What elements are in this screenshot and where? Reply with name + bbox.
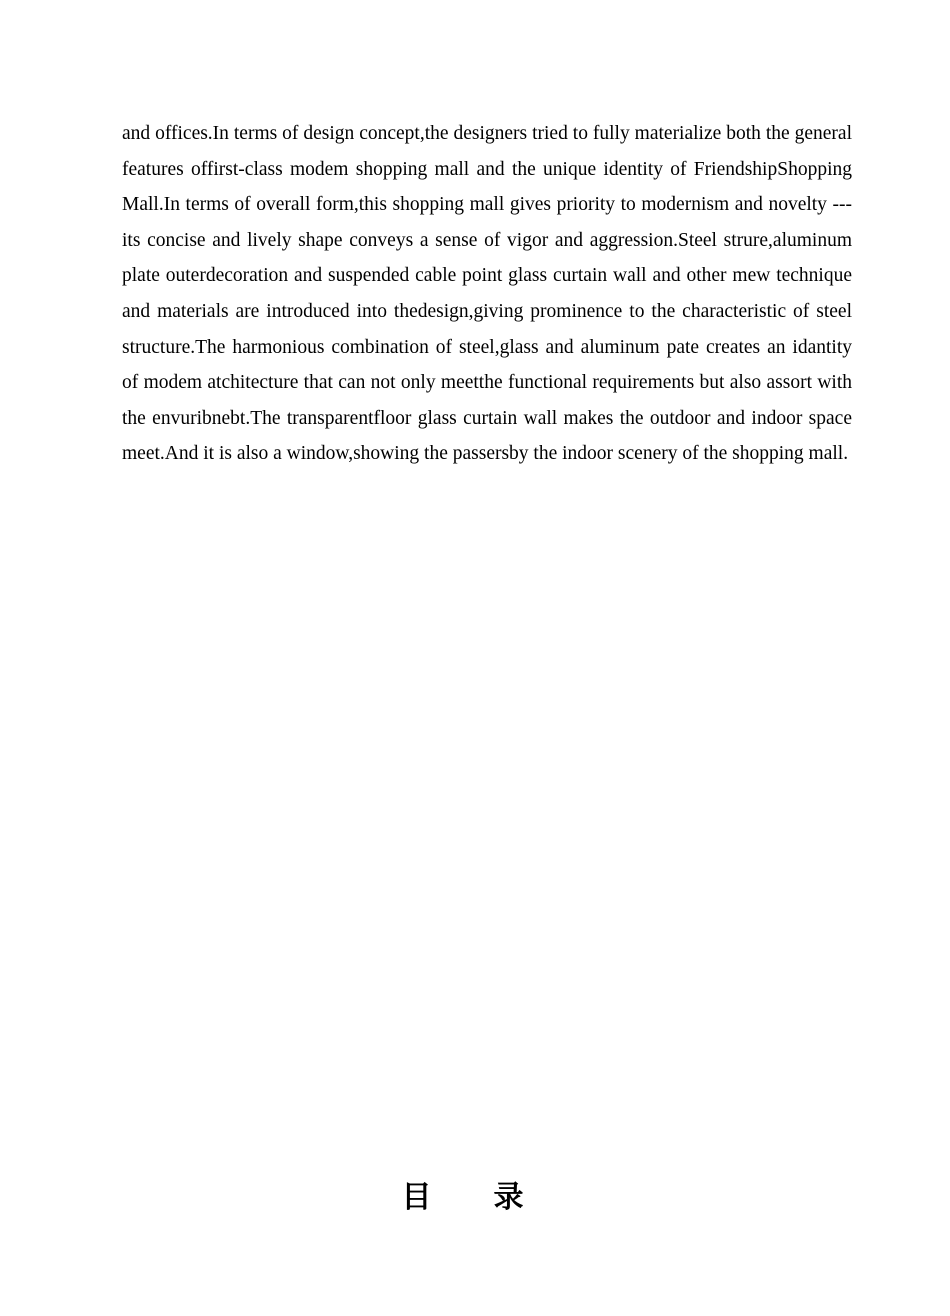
abstract-paragraph: and offices.In terms of design concept,the designers tried to fully materialize both the general features offirst-class modem shopping mall and the unique identity of FriendshipShopping Mall.In terms of overall form,this shopping mall gives priority to modernism and novelty ---its concise and lively shape conveys a sense of vigor and aggression.Steel strure,aluminum plate outerdecoration and suspended cable point glass curtain wall and other mew technique and materials are introduced into thedesign,giving prominence to the characteristic of steel structure.The harmonious combination of steel,glass and aluminum pate creates an idantity of modem atchitecture that can not only meetthe functional requirements but also assort with the envuribnebt.The transparentfloor glass curtain wall makes the outdoor and indoor space meet.And it is also a window,showing the passersby the indoor scenery of the shopping mall. — [122, 123, 852, 465]
toc-heading-char-2: 录 — [493, 1180, 524, 1215]
table-of-contents-heading — [0, 1176, 925, 1220]
toc-heading-char-1: 目 — [401, 1180, 432, 1215]
